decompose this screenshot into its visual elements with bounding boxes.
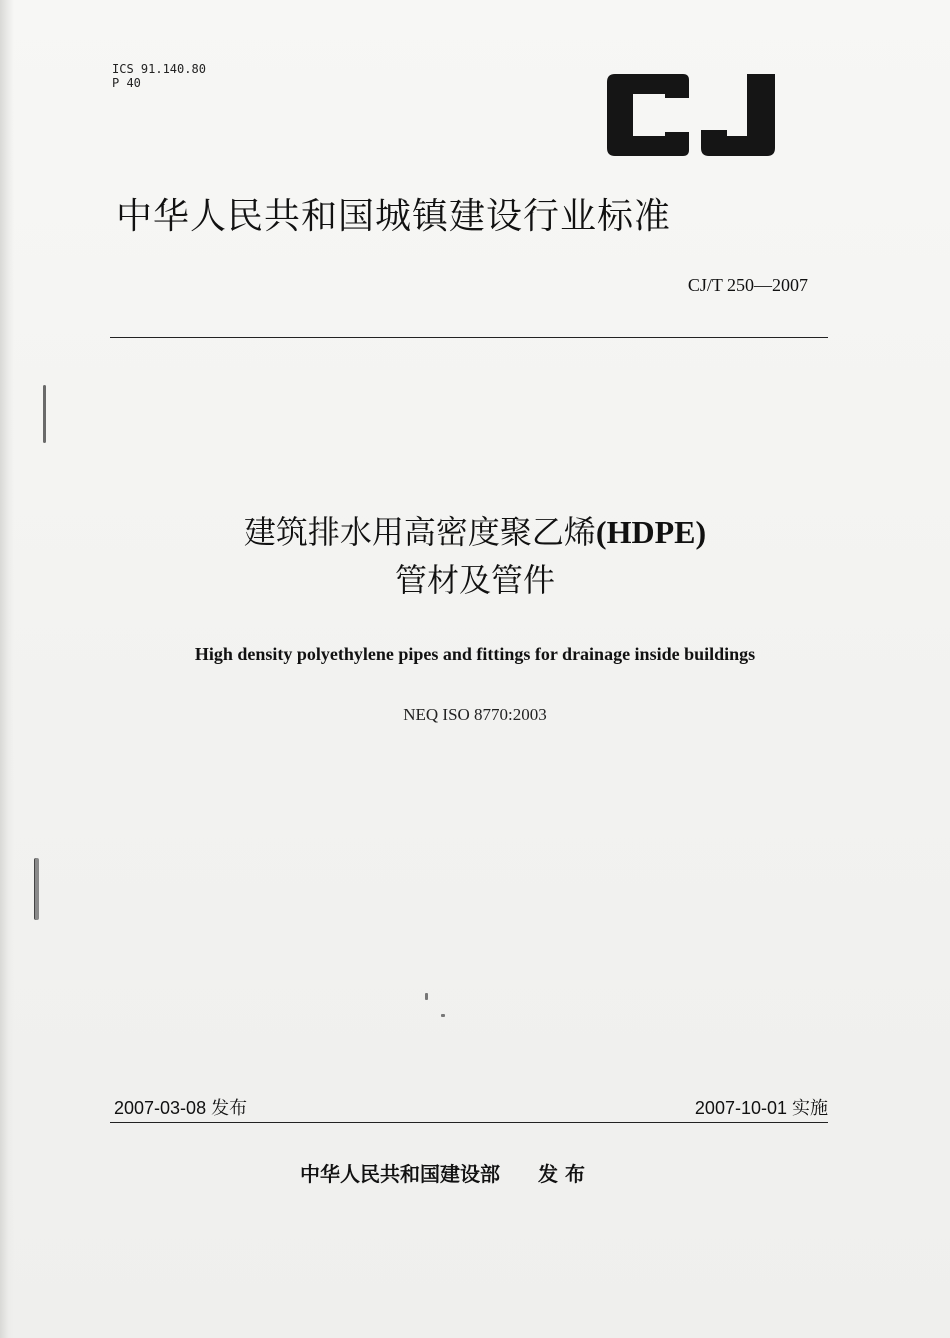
implementation-date: 2007-10-01 实施 [694, 1098, 828, 1118]
issue-date: 2007-03-08 发布 [114, 1098, 248, 1118]
cj-logo [603, 72, 779, 158]
binding-edge [0, 0, 14, 1338]
publisher-name: 中华人民共和国建设部 [300, 1162, 500, 1186]
scan-speck [441, 1014, 445, 1017]
staple-mark-upper [43, 385, 46, 443]
classification-code: P 40 [112, 76, 141, 90]
chinese-title-line-1 [100, 508, 850, 556]
header-divider [110, 337, 828, 338]
ics-code: ICS 91.140.80 [112, 62, 206, 76]
english-title: High density polyethylene pipes and fittings for drainage inside buildings [194, 644, 756, 664]
organization-title: 中华人民共和国城镇建设行业标准 [116, 196, 672, 237]
standard-number: CJ/T 250—2007 [687, 275, 808, 295]
ics-code-block [112, 62, 206, 90]
equivalence-statement: NEQ ISO 8770:2003 [403, 705, 547, 724]
staple-mark-lower [34, 858, 39, 920]
scan-speck [425, 993, 428, 1000]
footer-divider [110, 1122, 828, 1123]
chinese-title-line-2: 管材及管件 [394, 561, 555, 599]
publisher-action: 发 布 [538, 1162, 585, 1186]
chinese-title [100, 508, 850, 604]
chinese-title-code: (HDPE) [595, 514, 707, 550]
chinese-title-prefix: 建筑排水用高密度聚乙烯 [243, 513, 596, 551]
publisher-line [300, 1158, 585, 1187]
